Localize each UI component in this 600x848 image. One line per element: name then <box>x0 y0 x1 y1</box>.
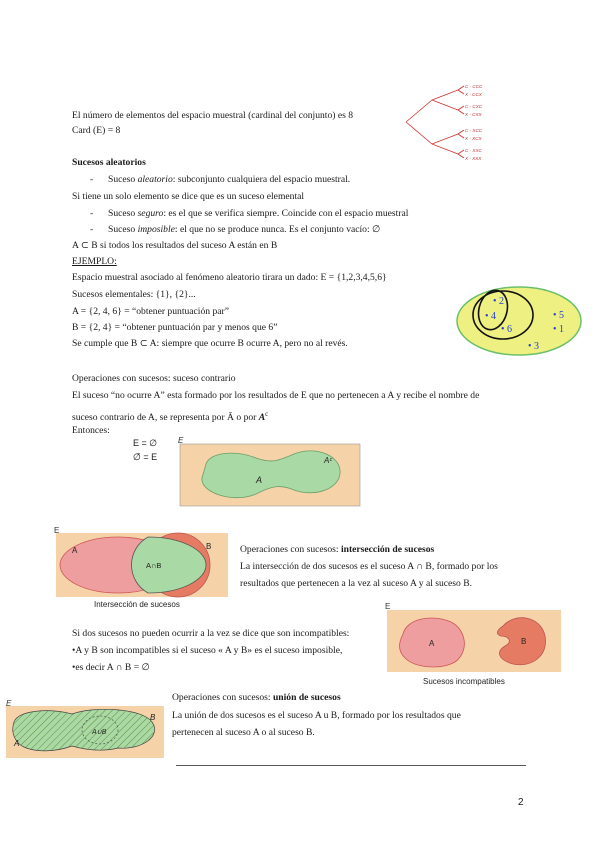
dash-marker: - <box>90 174 94 185</box>
point-3: • 3 <box>528 341 540 352</box>
tree-leaf: X - CXX <box>465 112 482 117</box>
union-title: Operaciones con sucesos: unión de sucesos <box>172 692 341 703</box>
tree-leaf: X - CCX <box>465 92 482 97</box>
label-e: E <box>178 436 184 445</box>
label-b: B <box>521 637 527 646</box>
label-a: A <box>14 739 20 748</box>
divider-line <box>176 765 526 766</box>
inclusion-line: A ⊂ B si todos los resultados del suceso A están en B <box>72 240 278 251</box>
interseccion-p1: La intersección de dos sucesos es el suceso A ∩ B, formado por los <box>240 561 498 572</box>
tree-leaf: X - XCX <box>465 136 482 141</box>
dash-marker: - <box>90 208 94 219</box>
union-region <box>13 709 155 750</box>
point-2: • 2 <box>493 296 505 307</box>
label-a: A <box>256 475 263 485</box>
label-b: B <box>150 713 156 722</box>
union-p2: pertenecen al suceso A o al suceso B. <box>172 727 315 738</box>
dice-venn-svg <box>455 285 585 357</box>
contrario-p2: suceso contrario de A, se representa por Ā o por $A^c$ <box>72 410 269 424</box>
set-e-ellipse <box>457 287 581 355</box>
label-e: E <box>6 700 12 708</box>
section-title-sucesos: Sucesos aleatorios <box>72 157 146 168</box>
point-6: • 6 <box>501 324 513 335</box>
intersection-diagram <box>54 525 232 618</box>
intro-line-1: El número de elementos del espacio muestral (cardinal del conjunto) es 8 <box>72 110 354 121</box>
coin-tree-svg <box>402 82 494 162</box>
dice-venn-diagram <box>455 285 585 360</box>
interseccion-title: Operaciones con sucesos: intersección de sucesos <box>240 544 435 555</box>
incompatibles-p1: Si dos sucesos no pueden ocurrir a la vez se dice que son incompatibles: <box>72 628 350 639</box>
tree-leaf: C - XCC <box>465 128 483 133</box>
contrario-p1: El suceso “no ocurre A” esta formado por los resultados de E que no pertenecen a A y recibe el nombre de <box>72 390 480 401</box>
example-line-5: Se cumple que B ⊂ A: siempre que ocurre B ocurre A, pero no al revés. <box>72 338 348 349</box>
complement-diagram <box>176 436 366 511</box>
point-4: • 4 <box>485 311 497 322</box>
coin-tree-diagram <box>402 82 494 165</box>
intersection-svg <box>54 525 232 615</box>
tree-leaf: C - XXC <box>465 148 482 153</box>
union-diagram <box>2 700 166 763</box>
contrario-title: Operaciones con sucesos: suceso contrario <box>72 373 236 384</box>
label-ac: Aᶜ <box>324 456 333 465</box>
incompatibles-p3: •es decir A ∩ B = ∅ <box>72 662 150 673</box>
example-line-3: A = {2, 4, 6} = “obtener puntuación par” <box>72 306 229 317</box>
dash-marker: - <box>90 224 94 235</box>
union-p1: La unión de dos sucesos es el suceso A u B, formado por los resultados que <box>172 710 461 721</box>
label-a: A <box>72 546 78 555</box>
incompatibles-p2: •A y B son incompatibles si el suceso « A y B» es el suceso imposible, <box>72 645 343 656</box>
entonces-label: Entonces: <box>72 425 110 436</box>
tree-leaf: C - CCC <box>465 84 483 89</box>
label-a-union-b: A∪B <box>92 729 107 736</box>
bullet-suceso-aleatorio: Suceso aleatorio: subconjunto cualquiera del espacio muestral. <box>108 174 351 185</box>
incompatible-svg <box>385 600 565 688</box>
point-5: • 5 <box>553 310 565 321</box>
elemental-line: Si tiene un solo elemento se dice que es un suceso elemental <box>72 191 305 202</box>
label-a-intersect-b: A∩B <box>146 561 162 570</box>
intro-line-2: Card (E) = 8 <box>72 125 121 136</box>
ejemplo-heading: EJEMPLO: <box>72 256 117 267</box>
label-e: E <box>54 526 60 535</box>
point-1: • 1 <box>553 324 565 335</box>
complement-svg <box>176 436 366 508</box>
label-a: A <box>429 639 435 648</box>
eq-e-empty: E = ∅ <box>133 438 158 448</box>
incompatible-diagram <box>385 600 565 691</box>
page-number: 2 <box>518 797 524 808</box>
tree-leaf: C - CXC <box>465 104 483 109</box>
bullet-suceso-seguro: Suceso seguro: es el que se verifica siempre. Coincide con el espacio muestral <box>108 208 409 219</box>
label-e: E <box>385 602 391 611</box>
intersection-caption: Intersección de sucesos <box>94 600 180 609</box>
example-line-4: B = {2, 4} = “obtener puntuación par y menos que 6” <box>72 322 278 333</box>
example-line-1: Espacio muestral asociado al fenómeno aleatorio tirara un dado: E = {1,2,3,4,5,6} <box>72 272 387 283</box>
label-b: B <box>206 542 212 551</box>
interseccion-p2: resultados que pertenecen a la vez al suceso A y al suceso B. <box>240 578 473 589</box>
incompatible-caption: Sucesos incompatibles <box>423 677 505 686</box>
union-svg <box>2 700 166 760</box>
eq-empty-complement: ∅̄ = E <box>133 452 158 462</box>
example-line-2: Sucesos elementales: {1}, {2}... <box>72 289 196 300</box>
tree-leaf: X - XXX <box>465 156 482 161</box>
bullet-suceso-imposible: Suceso imposible: el que no se produce nunca. Es el conjunto vacío: ∅ <box>108 224 381 235</box>
